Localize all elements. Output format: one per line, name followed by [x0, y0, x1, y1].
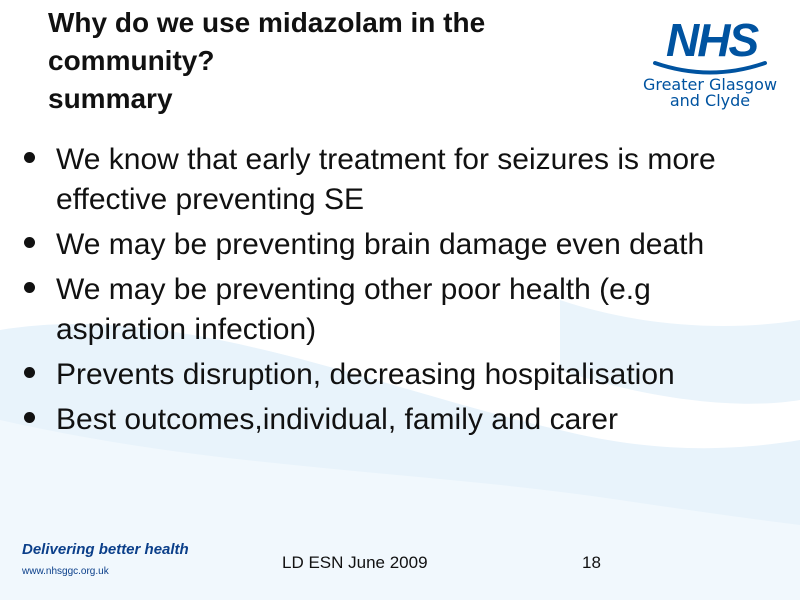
- list-item: [22, 400, 782, 440]
- slide-title: [48, 4, 628, 118]
- logo-subtitle-line2: and Clyde: [669, 91, 751, 110]
- title-line: Why do we use midazolam in the: [48, 7, 486, 38]
- bullet-dot-icon: [24, 152, 35, 163]
- bullet-dot-icon: [24, 412, 35, 423]
- bullet-text: We may be preventing other poor health (e.g aspiration infection): [56, 273, 651, 346]
- bullet-text: Prevents disruption, decreasing hospitalisation: [56, 358, 675, 391]
- list-item: [22, 140, 782, 220]
- list-item: [22, 225, 782, 265]
- bullet-dot-icon: [24, 282, 35, 293]
- footer-center-text: LD ESN June 2009: [282, 553, 428, 572]
- nhs-wordmark: NHS: [666, 14, 758, 66]
- logo-subtitle-line1: Greater Glasgow: [642, 75, 778, 94]
- nhs-wordmark-box: [654, 14, 766, 66]
- bullet-dot-icon: [24, 367, 35, 378]
- page-number: 18: [582, 553, 601, 572]
- bullet-dot-icon: [24, 237, 35, 248]
- bullet-text: We know that early treatment for seizures is more effective preventing SE: [56, 143, 716, 216]
- footer-tagline: Delivering better health: [22, 541, 189, 558]
- footer-url: www.nhsggc.org.uk: [22, 566, 109, 577]
- bullet-text: We may be preventing brain damage even death: [56, 228, 705, 261]
- nhs-logo: [640, 14, 780, 110]
- bullet-list: [22, 140, 782, 445]
- title-line: summary: [48, 83, 173, 114]
- title-line: community?: [48, 45, 215, 76]
- list-item: [22, 355, 782, 395]
- list-item: [22, 270, 782, 350]
- bullet-text: Best outcomes,individual, family and carer: [56, 403, 618, 436]
